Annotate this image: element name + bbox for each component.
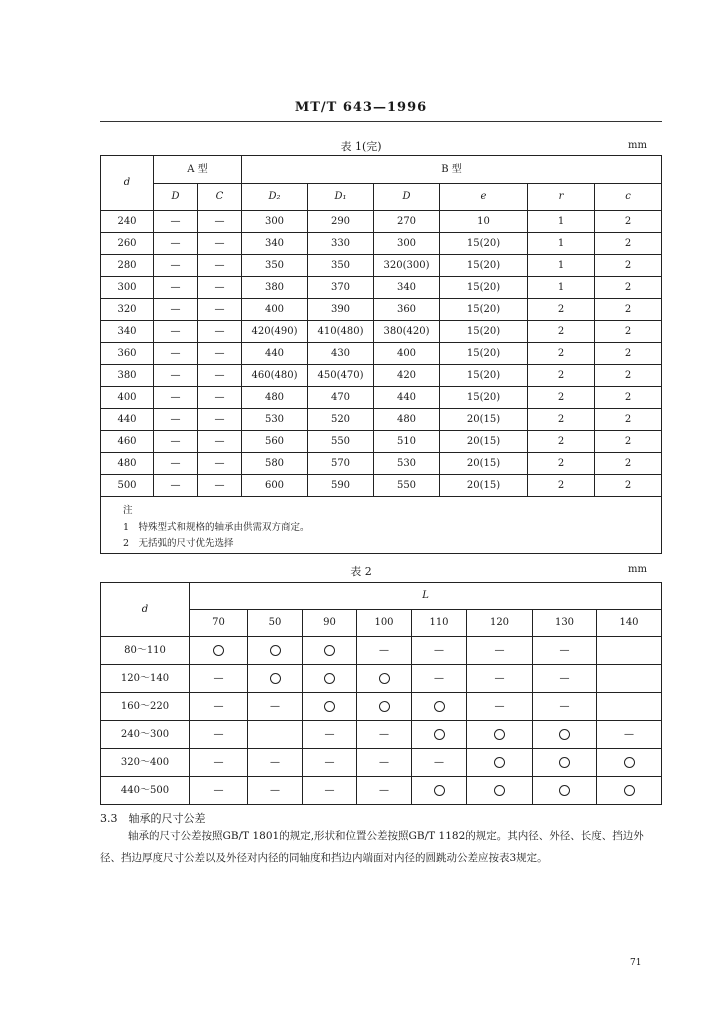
table2-cell: — xyxy=(597,721,662,749)
table1-cell: 590 xyxy=(308,475,374,497)
table1-cell: 15(20) xyxy=(440,299,528,321)
table1-cell: 440 xyxy=(242,343,308,365)
table1-cell: 20(15) xyxy=(440,409,528,431)
table2-cell-circle xyxy=(597,749,662,777)
table-row xyxy=(101,277,662,299)
table2-cell-circle xyxy=(303,637,357,665)
table1-cell: 420 xyxy=(374,365,440,387)
table1-cell: 300 xyxy=(101,277,154,299)
table1-cell: 15(20) xyxy=(440,343,528,365)
table2-cell: — xyxy=(357,721,412,749)
table1-cell: 380(420) xyxy=(374,321,440,343)
table-row xyxy=(101,365,662,387)
table2-cell: — xyxy=(248,777,303,805)
table1-caption: 表 1(完) xyxy=(340,140,382,153)
table1-cell: — xyxy=(154,255,198,277)
table1 xyxy=(100,155,662,554)
table2-cell-circle xyxy=(357,693,412,721)
table2-cell: — xyxy=(248,749,303,777)
table2-cell: — xyxy=(533,665,597,693)
table2-cell: — xyxy=(412,637,467,665)
table2-cell: — xyxy=(190,665,248,693)
circle-mark-icon xyxy=(494,729,505,740)
circle-mark-icon xyxy=(379,701,390,712)
table1-cell: 2 xyxy=(528,409,595,431)
table1-cell: 2 xyxy=(528,299,595,321)
circle-mark-icon xyxy=(379,673,390,684)
table-row xyxy=(101,777,662,805)
table1-cell: 340 xyxy=(242,233,308,255)
table1-cell: — xyxy=(198,475,242,497)
table1-cell: 2 xyxy=(528,475,595,497)
table1-note-title: 注 xyxy=(123,505,133,516)
table1-cell: 2 xyxy=(528,431,595,453)
table2-cell-circle xyxy=(412,777,467,805)
table1-cell: 300 xyxy=(242,211,308,233)
table1-cell: 370 xyxy=(308,277,374,299)
table1-cell: 2 xyxy=(595,233,662,255)
table1-header-d: d xyxy=(101,156,154,211)
table1-cell: 530 xyxy=(242,409,308,431)
table1-cell: 15(20) xyxy=(440,387,528,409)
table1-cell: 2 xyxy=(528,343,595,365)
table2-cell-d: 160～220 xyxy=(101,693,190,721)
circle-mark-icon xyxy=(494,785,505,796)
table2-cell: — xyxy=(190,777,248,805)
table1-cell: — xyxy=(198,365,242,387)
circle-mark-icon xyxy=(324,673,335,684)
table1-cell: 410(480) xyxy=(308,321,374,343)
table2-cell: — xyxy=(467,637,533,665)
table2-cell xyxy=(597,693,662,721)
table1-cell: — xyxy=(154,431,198,453)
table1-cell: 240 xyxy=(101,211,154,233)
table1-cell: 480 xyxy=(242,387,308,409)
table2-cell: — xyxy=(190,749,248,777)
table2-cell-d: 320～400 xyxy=(101,749,190,777)
table2-cell: — xyxy=(357,749,412,777)
table1-cell: 2 xyxy=(528,453,595,475)
table1-cell: — xyxy=(154,277,198,299)
table2-cell-circle xyxy=(248,637,303,665)
table1-cell: — xyxy=(154,211,198,233)
table1-cell: 20(15) xyxy=(440,431,528,453)
table2-cell-circle xyxy=(303,693,357,721)
table1-cell: 550 xyxy=(374,475,440,497)
table1-cell: 15(20) xyxy=(440,233,528,255)
table1-cell: — xyxy=(198,255,242,277)
table2-header-L-value: 110 xyxy=(412,610,467,637)
table2-cell xyxy=(597,665,662,693)
table2-cell-circle xyxy=(533,777,597,805)
table1-header-b-D2: D₂ xyxy=(242,184,308,211)
table1-cell: 400 xyxy=(242,299,308,321)
table2-cell-circle xyxy=(467,777,533,805)
table-row xyxy=(101,475,662,497)
table1-notes xyxy=(101,497,662,554)
table2-cell-circle xyxy=(467,749,533,777)
table1-cell: 470 xyxy=(308,387,374,409)
table1-cell: 400 xyxy=(101,387,154,409)
table2-header-L-value: 100 xyxy=(357,610,412,637)
table-row xyxy=(101,637,662,665)
table1-note-2: 2 无括弧的尺寸优先选择 xyxy=(123,538,234,549)
table1-cell: 390 xyxy=(308,299,374,321)
table-row xyxy=(101,211,662,233)
table1-header-group-b: B 型 xyxy=(242,156,662,184)
table1-cell: 15(20) xyxy=(440,365,528,387)
table1-cell: 2 xyxy=(595,255,662,277)
table1-header-group-a: A 型 xyxy=(154,156,242,184)
table2-header-L-value: 130 xyxy=(533,610,597,637)
table1-cell: 2 xyxy=(595,343,662,365)
table2-cell xyxy=(248,721,303,749)
table1-cell: 280 xyxy=(101,255,154,277)
table1-cell: — xyxy=(154,409,198,431)
table1-cell: 350 xyxy=(242,255,308,277)
table-row xyxy=(101,387,662,409)
table2 xyxy=(100,582,662,805)
table1-header-a-C: C xyxy=(198,184,242,211)
table1-cell: 530 xyxy=(374,453,440,475)
table1-cell: 460(480) xyxy=(242,365,308,387)
table1-cell: 420(490) xyxy=(242,321,308,343)
table1-cell: 450(470) xyxy=(308,365,374,387)
table1-cell: 15(20) xyxy=(440,255,528,277)
table2-cell-d: 120～140 xyxy=(101,665,190,693)
circle-mark-icon xyxy=(434,729,445,740)
table1-cell: — xyxy=(154,321,198,343)
circle-mark-icon xyxy=(494,757,505,768)
circle-mark-icon xyxy=(624,785,635,796)
table2-cell: — xyxy=(533,637,597,665)
table1-cell: 2 xyxy=(595,409,662,431)
table1-cell: — xyxy=(198,211,242,233)
table2-cell-d: 240～300 xyxy=(101,721,190,749)
table1-cell: 2 xyxy=(595,431,662,453)
table1-cell: 340 xyxy=(101,321,154,343)
table-row xyxy=(101,453,662,475)
table1-cell: 480 xyxy=(101,453,154,475)
table1-cell: 580 xyxy=(242,453,308,475)
table1-cell: — xyxy=(198,453,242,475)
table2-cell: — xyxy=(467,693,533,721)
table1-cell: — xyxy=(154,299,198,321)
table2-cell-circle xyxy=(467,721,533,749)
table2-cell xyxy=(597,637,662,665)
table2-cell-circle xyxy=(412,693,467,721)
table1-cell: 290 xyxy=(308,211,374,233)
table2-caption: 表 2 xyxy=(350,565,372,578)
table1-cell: 460 xyxy=(101,431,154,453)
table1-cell: 2 xyxy=(595,277,662,299)
table1-header-a-D: D xyxy=(154,184,198,211)
table1-cell: — xyxy=(154,233,198,255)
header-rule xyxy=(100,121,662,122)
table1-cell: — xyxy=(154,343,198,365)
table1-cell: 400 xyxy=(374,343,440,365)
table1-cell: 380 xyxy=(101,365,154,387)
table2-cell-circle xyxy=(248,665,303,693)
table2-cell-d: 440～500 xyxy=(101,777,190,805)
table1-cell: 15(20) xyxy=(440,277,528,299)
table2-header-L-value: 50 xyxy=(248,610,303,637)
table2-header-L: L xyxy=(190,583,662,610)
table2-cell: — xyxy=(357,637,412,665)
table1-cell: 330 xyxy=(308,233,374,255)
table1-cell: 440 xyxy=(101,409,154,431)
standard-number: MT/T 643—1996 xyxy=(294,100,428,115)
table1-cell: — xyxy=(198,387,242,409)
table1-cell: 480 xyxy=(374,409,440,431)
table2-cell: — xyxy=(190,693,248,721)
table2-cell: — xyxy=(303,749,357,777)
page-number: 71 xyxy=(630,958,642,968)
table1-cell: — xyxy=(198,409,242,431)
table1-header-b-e: e xyxy=(440,184,528,211)
table1-cell: — xyxy=(198,277,242,299)
table1-cell: 15(20) xyxy=(440,321,528,343)
table-row xyxy=(101,693,662,721)
table1-cell: — xyxy=(198,321,242,343)
circle-mark-icon xyxy=(324,645,335,656)
circle-mark-icon xyxy=(559,785,570,796)
table2-cell: — xyxy=(303,721,357,749)
table1-cell: 10 xyxy=(440,211,528,233)
table1-header-b-D1: D₁ xyxy=(308,184,374,211)
table1-cell: 20(15) xyxy=(440,475,528,497)
table1-cell: 380 xyxy=(242,277,308,299)
table2-cell: — xyxy=(412,665,467,693)
table1-cell: — xyxy=(198,431,242,453)
table-row xyxy=(101,665,662,693)
circle-mark-icon xyxy=(270,673,281,684)
table2-header-L-value: 120 xyxy=(467,610,533,637)
circle-mark-icon xyxy=(324,701,335,712)
table1-cell: 2 xyxy=(595,299,662,321)
table1-cell: 570 xyxy=(308,453,374,475)
table2-cell: — xyxy=(190,721,248,749)
table1-cell: 440 xyxy=(374,387,440,409)
table2-cell-circle xyxy=(533,721,597,749)
table-row xyxy=(101,255,662,277)
table1-cell: 550 xyxy=(308,431,374,453)
table1-cell: — xyxy=(154,453,198,475)
circle-mark-icon xyxy=(559,729,570,740)
table1-cell: 2 xyxy=(528,321,595,343)
table1-cell: 2 xyxy=(595,387,662,409)
table1-cell: 2 xyxy=(595,211,662,233)
table1-cell: 2 xyxy=(595,365,662,387)
table2-cell-circle xyxy=(533,749,597,777)
table-row xyxy=(101,343,662,365)
table1-cell: — xyxy=(198,233,242,255)
table2-cell: — xyxy=(533,693,597,721)
table2-cell-circle xyxy=(412,721,467,749)
table1-cell: 2 xyxy=(595,453,662,475)
table1-cell: 320(300) xyxy=(374,255,440,277)
table1-cell: — xyxy=(198,343,242,365)
table1-cell: — xyxy=(154,475,198,497)
table2-header-L-value: 70 xyxy=(190,610,248,637)
table1-cell: 350 xyxy=(308,255,374,277)
table1-cell: 300 xyxy=(374,233,440,255)
table-row xyxy=(101,431,662,453)
table1-header-b-r: r xyxy=(528,184,595,211)
table2-header-d: d xyxy=(101,583,190,637)
table2-cell: — xyxy=(248,693,303,721)
circle-mark-icon xyxy=(434,785,445,796)
table1-cell: 260 xyxy=(101,233,154,255)
table2-cell-circle xyxy=(597,777,662,805)
table2-cell: — xyxy=(357,777,412,805)
section-heading: 3.3 轴承的尺寸公差 xyxy=(100,812,206,825)
table1-cell: 2 xyxy=(528,365,595,387)
table1-cell: 360 xyxy=(101,343,154,365)
table-row xyxy=(101,299,662,321)
table2-cell: — xyxy=(467,665,533,693)
table1-cell: — xyxy=(154,365,198,387)
circle-mark-icon xyxy=(213,645,224,656)
table1-header-b-D: D xyxy=(374,184,440,211)
table2-cell-d: 80～110 xyxy=(101,637,190,665)
table1-cell: 520 xyxy=(308,409,374,431)
table2-cell: — xyxy=(412,749,467,777)
table2-cell-circle xyxy=(190,637,248,665)
circle-mark-icon xyxy=(559,757,570,768)
table-row xyxy=(101,233,662,255)
table1-cell: 360 xyxy=(374,299,440,321)
table1-cell: 2 xyxy=(595,321,662,343)
table1-cell: 1 xyxy=(528,255,595,277)
table1-cell: 270 xyxy=(374,211,440,233)
table1-cell: 600 xyxy=(242,475,308,497)
table-row xyxy=(101,321,662,343)
table-row xyxy=(101,749,662,777)
table2-cell: — xyxy=(303,777,357,805)
table2-header-L-value: 140 xyxy=(597,610,662,637)
table1-cell: — xyxy=(154,387,198,409)
table2-unit: mm xyxy=(628,564,647,575)
circle-mark-icon xyxy=(270,645,281,656)
table1-cell: 510 xyxy=(374,431,440,453)
circle-mark-icon xyxy=(434,701,445,712)
table1-cell: 500 xyxy=(101,475,154,497)
table1-header-b-c: c xyxy=(595,184,662,211)
table1-cell: 320 xyxy=(101,299,154,321)
table1-cell: 2 xyxy=(528,387,595,409)
table1-note-1: 1 特殊型式和规格的轴承由供需双方商定。 xyxy=(123,521,310,533)
circle-mark-icon xyxy=(624,757,635,768)
table1-cell: 2 xyxy=(595,475,662,497)
table-row xyxy=(101,721,662,749)
section-paragraph: 轴承的尺寸公差按照GB/T 1801的规定,形状和位置公差按照GB/T 1182的规定。其内径、外径、长度、挡边外径、挡边厚度尺寸公差以及外径对内径的同轴度和挡边内端面对内径的圆跳动公差应按表3规定。 xyxy=(100,830,644,864)
table1-cell: 1 xyxy=(528,233,595,255)
table1-cell: 1 xyxy=(528,277,595,299)
table2-header-L-value: 90 xyxy=(303,610,357,637)
table1-cell: — xyxy=(198,299,242,321)
table-row xyxy=(101,409,662,431)
table1-cell: 430 xyxy=(308,343,374,365)
table1-cell: 1 xyxy=(528,211,595,233)
table1-unit: mm xyxy=(628,140,647,151)
table1-cell: 20(15) xyxy=(440,453,528,475)
table1-cell: 560 xyxy=(242,431,308,453)
table2-cell-circle xyxy=(357,665,412,693)
table2-cell-circle xyxy=(303,665,357,693)
table1-cell: 340 xyxy=(374,277,440,299)
